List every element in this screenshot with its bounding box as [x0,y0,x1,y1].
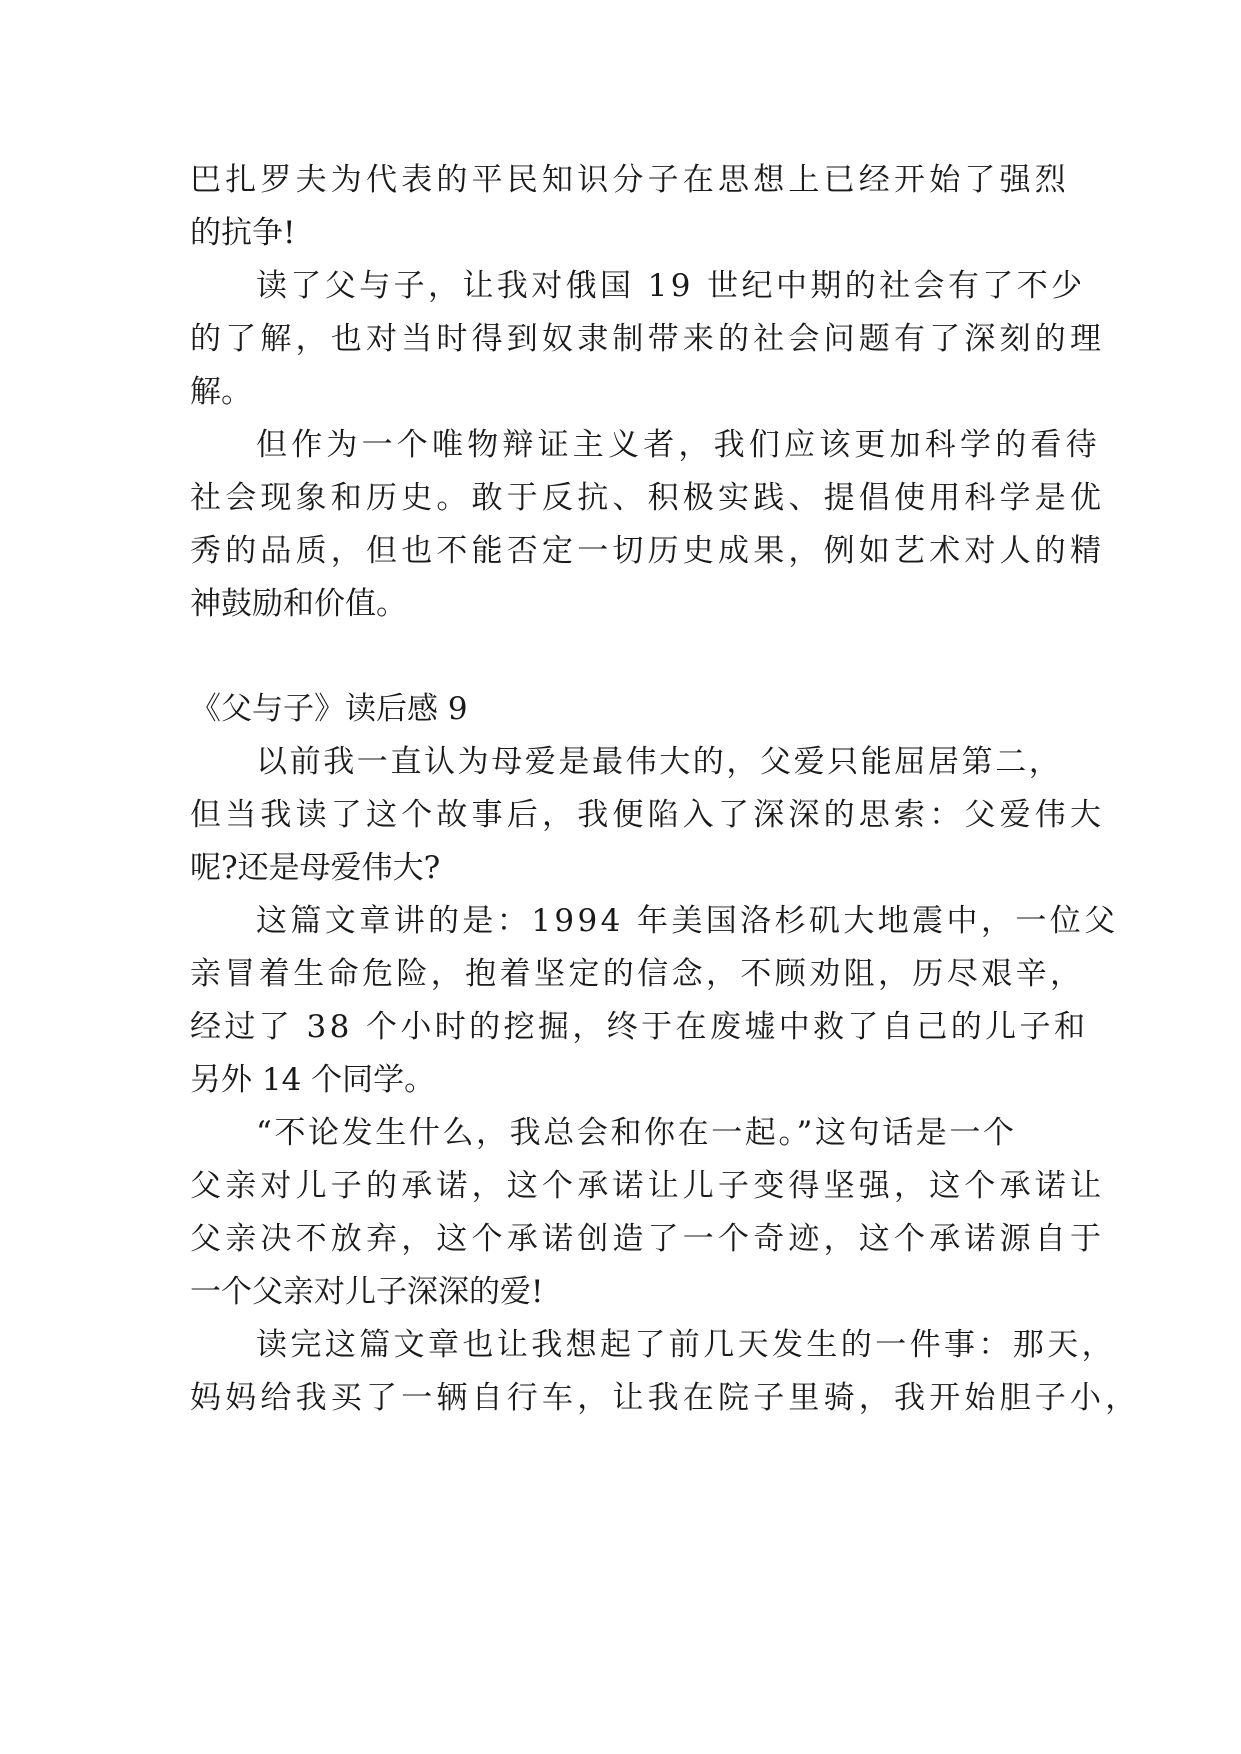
text-line: 巴扎罗夫为代表的平民知识分子在思想上已经开始了强烈 [190,162,1070,198]
text-line: 另外 14 个同学。 [190,1062,436,1098]
text-line: 秀的品质，但也不能否定一切历史成果，例如艺术对人的精 [190,533,1106,569]
text-line: 以前我一直认为母爱是最伟大的，父爱只能屈居第二， [256,744,1063,780]
text-line: 但作为一个唯物辩证主义者，我们应该更加科学的看待 [256,427,1101,463]
text-line: 父亲对儿子的承诺，这个承诺让儿子变得坚强，这个承诺让 [190,1168,1106,1204]
text-line: 但当我读了这个故事后，我便陷入了深深的思索：父爱伟大 [190,797,1106,833]
text-line: 的了解，也对当时得到奴隶制带来的社会问题有了深刻的理 [190,321,1106,357]
text-line: 读完这篇文章也让我想起了前几天发生的一件事：那天， [256,1327,1116,1363]
text-line: 神鼓励和价值。 [190,586,407,622]
text-line: 一个父亲对儿子深深的爱! [190,1274,544,1310]
text-line: 父亲决不放弃，这个承诺创造了一个奇迹，这个承诺源自于 [190,1221,1106,1257]
text-line: “不论发生什么，我总会和你在一起。”这句话是一个 [256,1115,1017,1151]
section-heading: 《父与子》读后感 9 [190,691,468,727]
text-line: 妈妈给我买了一辆自行车，让我在院子里骑，我开始胆子小， [190,1380,1141,1416]
text-line: 经过了 38 个小时的挖掘，终于在废墟中救了自己的儿子和 [190,1009,1089,1045]
text-line: 解。 [190,374,252,410]
text-line: 社会现象和历史。敢于反抗、积极实践、提倡使用科学是优 [190,480,1106,516]
text-line: 读了父与子，让我对俄国 19 世纪中期的社会有了不少 [256,268,1086,304]
text-line: 亲冒着生命危险，抱着坚定的信念，不顾劝阻，历尽艰辛， [190,956,1085,992]
text-line: 的抗争! [190,215,296,251]
text-line: 这篇文章讲的是：1994 年美国洛杉矶大地震中，一位父 [256,903,1119,939]
text-line: 呢?还是母爱伟大? [190,850,441,886]
